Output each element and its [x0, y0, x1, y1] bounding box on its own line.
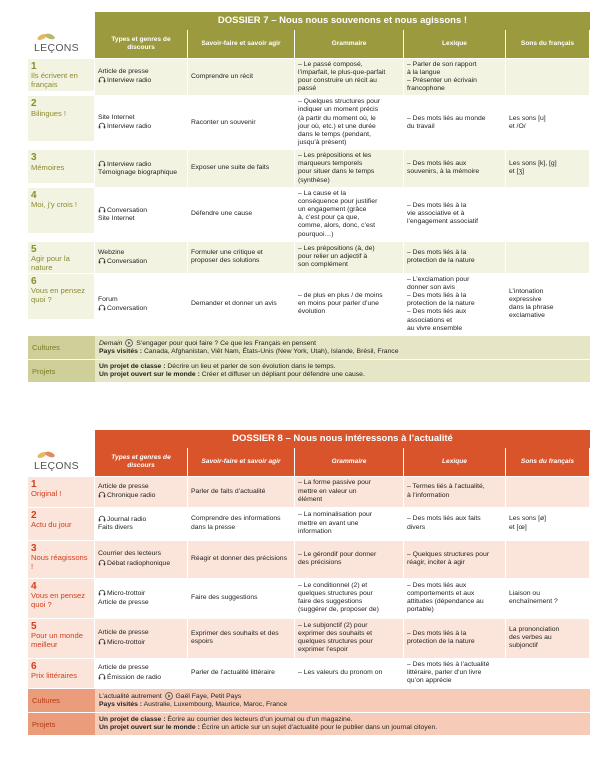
- cell-types: [95, 541, 188, 579]
- grammaire-line: – Le subjonctif (2) pour: [298, 621, 368, 629]
- cell-savoir: [188, 242, 295, 274]
- lecons-logo: [28, 30, 95, 59]
- dossier-7-cultures: [28, 336, 590, 360]
- grammaire-line: des précisions: [298, 559, 342, 567]
- grammaire-line: – Quelques structures pour: [298, 98, 380, 106]
- lesson-title: Original !: [31, 489, 62, 499]
- lexique-line: du travail: [407, 122, 435, 130]
- grammaire-line: (à partir du moment où, le: [298, 114, 376, 122]
- cell-grammaire: [295, 508, 404, 541]
- lesson-number: 4: [31, 189, 37, 201]
- lesson-title: Nous réagissons !: [31, 553, 88, 571]
- lexique-line: – L’exclamation pour: [407, 275, 470, 283]
- lexique-line: souvenirs, à la mémoire: [407, 168, 480, 176]
- lexique-line: – Des mots liés à la: [407, 629, 467, 637]
- projets-label: Projets: [28, 360, 95, 383]
- lesson-title: Vous en pensez quoi ?: [31, 591, 86, 609]
- pays-visites: Australie, Luxembourg, Maurice, Maroc, France: [143, 700, 288, 708]
- cell-lexique: [404, 579, 506, 619]
- lexique-line: protection de la nature: [407, 638, 475, 646]
- savoir-text: Parler de l’actualité littéraire: [191, 669, 275, 677]
- lexique-line: – Des mots liés à la: [407, 202, 467, 210]
- grammaire-line: à, c’est pour ça que,: [298, 214, 360, 222]
- dossier-7-title: DOSSIER 7 – Nous nous souvenons et nous agissons !: [95, 12, 590, 30]
- lesson-number: 3: [31, 152, 37, 164]
- lecons-logo: [28, 448, 95, 477]
- grammaire-line: (synthèse): [298, 176, 330, 184]
- cell-types: [95, 150, 188, 188]
- headphones-icon: [98, 639, 107, 646]
- grammaire-line: un engagement (grâce: [298, 206, 367, 214]
- lesson-title: Ils écrivent en français: [31, 71, 78, 89]
- cell-types: [95, 96, 188, 150]
- discourse-type: Forum: [98, 295, 118, 303]
- cell-sons: [506, 477, 590, 508]
- lexique-line: l’engagement associatif: [407, 218, 479, 226]
- lesson-3[interactable]: [28, 150, 95, 184]
- play-icon[interactable]: [124, 340, 134, 347]
- lesson-number: 5: [31, 243, 37, 255]
- discourse-type: Interview radio: [107, 160, 152, 168]
- col-header-lexique: Lexique: [404, 30, 506, 59]
- lesson-1[interactable]: [28, 59, 95, 92]
- col-header-grammaire: Grammaire: [295, 448, 404, 477]
- headphones-icon: [98, 207, 107, 214]
- sons-line: L’intonation: [509, 287, 544, 295]
- projet-monde-label: Un projet ouvert sur le monde :: [99, 724, 200, 732]
- cell-types: [95, 274, 188, 336]
- grammaire-line: indiquer un moment précis: [298, 106, 379, 114]
- pays-label: Pays visités :: [99, 347, 143, 355]
- lexique-line: – Des mots liés à l’actualité: [407, 660, 490, 668]
- cell-sons: [506, 242, 590, 274]
- lesson-title: Bilingues !: [31, 108, 67, 118]
- grammaire-line: exprimer des souhaits et: [298, 629, 373, 637]
- cell-grammaire: [295, 477, 404, 508]
- grammaire-line: comme, alors, donc, c’est: [298, 222, 376, 230]
- col-header-savoir: Savoir-faire et savoir agir: [188, 448, 295, 477]
- sons-line: des verbes au: [509, 634, 552, 642]
- savoir-text: Exprimer des souhaits et des espoirs: [191, 629, 279, 646]
- dossier-8-cultures: [28, 689, 590, 713]
- grammaire-line: quelques structures pour: [298, 638, 373, 646]
- cell-types: [95, 659, 188, 689]
- lesson-title: Actu du jour: [31, 520, 72, 530]
- cell-sons: [506, 659, 590, 689]
- lesson-6[interactable]: [28, 659, 95, 689]
- projet-monde: Écrire un article sur un sujet d’actualité pour le publier dans un journal citoyen.: [201, 724, 438, 732]
- col-header-types: Types et genres de discours: [95, 448, 188, 477]
- sons-line: et /O/: [509, 122, 526, 130]
- grammaire-line: – de plus en plus / de moins: [298, 292, 383, 300]
- grammaire-line: dans le temps (pendant,: [298, 130, 371, 138]
- grammaire-line: quelques structures pour: [298, 589, 373, 597]
- cell-grammaire: [295, 242, 404, 274]
- sons-line: exclamative: [509, 312, 545, 320]
- savoir-text: Faire des suggestions: [191, 594, 258, 602]
- lesson-1[interactable]: [28, 477, 95, 508]
- grammaire-line: pourquoi…): [298, 230, 334, 238]
- projet-classe: Décrire un lieu et parler de son évolution dans le temps.: [167, 363, 336, 371]
- sons-line: Liaison ou: [509, 589, 540, 597]
- grammaire-line: jusqu’à présent): [298, 139, 347, 146]
- grammaire-line: – La cause et la: [298, 189, 346, 197]
- lesson-3[interactable]: [28, 541, 95, 579]
- lexique-line: qu’on apprécie: [407, 677, 452, 685]
- lexique-line: à la langue: [407, 68, 441, 76]
- pays-label: Pays visités :: [99, 700, 143, 708]
- headphones-icon: [98, 161, 107, 168]
- cell-lexique: [404, 508, 506, 541]
- lesson-title: Pour un monde meilleur: [31, 631, 83, 649]
- dossier-8: [28, 430, 590, 736]
- headphones-icon: [98, 77, 107, 84]
- cell-lexique: [404, 659, 506, 689]
- grammaire-line: passé: [298, 85, 317, 93]
- cell-lexique: [404, 96, 506, 150]
- lesson-number: 2: [31, 509, 37, 521]
- discourse-type: Micro-trottoir: [107, 590, 146, 598]
- grammaire-line: – La nominalisation pour: [298, 511, 373, 519]
- discourse-type: Débat radiophonique: [107, 559, 171, 567]
- headphones-icon: [98, 590, 107, 597]
- headphones-icon: [98, 674, 107, 681]
- cell-lexique: [404, 242, 506, 274]
- lexique-line: divers: [407, 523, 426, 531]
- cell-types: [95, 59, 188, 97]
- cell-sons: [506, 59, 590, 97]
- cell-sons: [506, 508, 590, 541]
- discourse-type: Site Internet: [98, 114, 135, 122]
- lecons-logo-text: LEÇONS: [34, 460, 79, 472]
- cell-lexique: [404, 59, 506, 97]
- grammaire-line: pour relier un adjectif à: [298, 253, 368, 261]
- cell-types: [95, 242, 188, 274]
- dossier-7: [28, 12, 590, 383]
- cell-grammaire: [295, 659, 404, 689]
- grammaire-line: élément: [298, 495, 323, 503]
- lexique-line: – Des mots liés aux: [407, 308, 467, 316]
- lexique-line: vie associative et à: [407, 210, 465, 218]
- sons-line: Les sons [u]: [509, 114, 546, 122]
- lesson-4[interactable]: [28, 579, 95, 619]
- col-header-savoir: Savoir-faire et savoir agir: [188, 30, 295, 59]
- lexique-line: protection de la nature: [407, 257, 475, 265]
- grammaire-line: – La forme passive pour: [298, 479, 371, 487]
- projet-classe-label: Un projet de classe :: [99, 715, 166, 723]
- cell-lexique: [404, 150, 506, 188]
- headphones-icon: [98, 305, 107, 312]
- cell-savoir: [188, 188, 295, 242]
- lexique-line: – Termes liés à l’actualité,: [407, 483, 485, 491]
- savoir-text: Raconter un souvenir: [191, 118, 256, 126]
- projet-classe: Écrire au courrier des lecteurs d’un journal ou d’un magazine.: [167, 715, 353, 723]
- dossier-8-title: DOSSIER 8 – Nous nous intéressons à l’actualité: [95, 430, 590, 448]
- cell-lexique: [404, 619, 506, 659]
- pays-visites: Canada, Afghanistan, Viêt Nam, États-Unis (New York, Utah), Islande, Brésil, France: [143, 347, 399, 355]
- cell-types: [95, 477, 188, 508]
- dossier-7-table: [28, 30, 590, 336]
- discourse-type: Article de presse: [98, 664, 149, 672]
- cell-sons: [506, 96, 590, 150]
- dossier-7-banner: [28, 12, 590, 30]
- cultures-line: Gaël Faye, Petit Pays: [175, 692, 242, 700]
- cell-savoir: [188, 96, 295, 150]
- cell-grammaire: [295, 150, 404, 188]
- lexique-line: – Des mots liés à la: [407, 292, 467, 300]
- cell-sons: [506, 619, 590, 659]
- discourse-type: Article de presse: [98, 68, 149, 76]
- lesson-number: 4: [31, 580, 37, 592]
- cell-savoir: [188, 579, 295, 619]
- cell-savoir: [188, 274, 295, 336]
- discourse-type: Conversation: [107, 304, 148, 312]
- discourse-type: Conversation: [107, 206, 148, 214]
- discourse-type: Faits divers: [98, 524, 133, 532]
- lesson-number: 6: [31, 660, 37, 672]
- sons-line: La prononciation: [509, 625, 560, 633]
- col-header-sons: Sons du français: [506, 448, 590, 477]
- grammaire-line: pour situer dans le temps: [298, 168, 375, 176]
- lesson-number: 3: [31, 542, 37, 554]
- discourse-type: Webzine: [98, 248, 125, 256]
- cell-savoir: [188, 541, 295, 579]
- discourse-type: Interview radio: [107, 123, 152, 131]
- savoir-text: Exposer une suite de faits: [191, 164, 270, 172]
- cell-sons: [506, 579, 590, 619]
- discourse-type: Article de presse: [98, 482, 149, 490]
- grammaire-line: – Les prépositions (à, de): [298, 244, 375, 252]
- lexique-line: associations et: [407, 316, 452, 324]
- play-icon[interactable]: [164, 693, 174, 700]
- cell-grammaire: [295, 188, 404, 242]
- headphones-icon: [98, 492, 107, 499]
- lexique-line: – Des mots liés aux faits: [407, 515, 481, 523]
- discourse-type: Journal radio: [107, 515, 147, 523]
- savoir-text: Parler de faits d’actualité: [191, 487, 266, 495]
- discourse-type: Article de presse: [98, 629, 149, 637]
- lexique-line: comportements et aux: [407, 589, 475, 597]
- lesson-title: Vous en pensez quoi ?: [31, 286, 86, 304]
- cell-savoir: [188, 659, 295, 689]
- grammaire-line: – Le gérondif pour donner: [298, 550, 377, 558]
- grammaire-line: jour où, etc.) et une durée: [298, 122, 376, 130]
- cell-savoir: [188, 477, 295, 508]
- cell-grammaire: [295, 619, 404, 659]
- cell-savoir: [188, 508, 295, 541]
- discourse-type: Micro-trottoir: [107, 638, 146, 646]
- projet-classe-label: Un projet de classe :: [99, 363, 166, 371]
- leaves-icon: [36, 32, 58, 42]
- cell-types: [95, 579, 188, 619]
- savoir-text: Défendre une cause: [191, 210, 253, 218]
- sons-line: et [œ]: [509, 523, 527, 531]
- headphones-icon: [98, 516, 107, 523]
- cell-savoir: [188, 59, 295, 97]
- projet-monde-label: Un projet ouvert sur le monde :: [99, 371, 200, 379]
- grammaire-line: pour construire un récit au: [298, 76, 377, 84]
- headphones-icon: [98, 258, 107, 265]
- cell-sons: [506, 188, 590, 242]
- lexique-line: – Des mots liés à la: [407, 249, 467, 257]
- grammaire-line: (suggérer de, proposer de): [298, 606, 379, 614]
- lexique-line: – Des mots liés aux: [407, 160, 467, 168]
- cell-lexique: [404, 188, 506, 242]
- sons-line: dans la phrase: [509, 304, 554, 312]
- lesson-title: Mémoires: [31, 162, 65, 172]
- projet-monde: Créer et diffuser un dépliant pour défendre une cause.: [201, 371, 365, 379]
- cell-lexique: [404, 541, 506, 579]
- cell-grammaire: [295, 59, 404, 97]
- lexique-line: – Des mots liés aux: [407, 581, 467, 589]
- grammaire-line: en moins pour parler d’une: [298, 300, 379, 308]
- lexique-line: littéraire, parler d’un livre: [407, 669, 482, 677]
- cell-sons: [506, 274, 590, 336]
- grammaire-line: information: [298, 527, 332, 535]
- cell-grammaire: [295, 541, 404, 579]
- discourse-type: Courrier des lecteurs: [98, 550, 162, 558]
- discourse-type: Témoignage biographique: [98, 168, 177, 176]
- lexique-line: – Des mots liés au monde: [407, 114, 486, 122]
- sons-line: expressive: [509, 296, 542, 304]
- cell-types: [95, 619, 188, 659]
- grammaire-line: – Le passé composé,: [298, 60, 363, 68]
- grammaire-line: marqueurs temporels: [298, 160, 363, 168]
- leaves-icon: [36, 450, 58, 460]
- cell-grammaire: [295, 96, 404, 150]
- cell-lexique: [404, 477, 506, 508]
- lexique-line: – Présenter un écrivain: [407, 76, 477, 84]
- projets-label: Projets: [28, 713, 95, 736]
- discourse-type: Article de presse: [98, 598, 149, 606]
- lexique-line: francophone: [407, 85, 445, 93]
- discourse-type: Interview radio: [107, 77, 152, 85]
- grammaire-line: l’imparfait, le plus-que-parfait: [298, 68, 386, 76]
- grammaire-line: mettre en valeur un: [298, 487, 357, 495]
- col-header-lexique: Lexique: [404, 448, 506, 477]
- lexique-line: à l’information: [407, 491, 450, 499]
- savoir-text: Demander et donner un avis: [191, 300, 277, 308]
- lesson-title: Agir pour la nature: [31, 254, 70, 272]
- lesson-6[interactable]: [28, 274, 95, 320]
- lesson-2[interactable]: [28, 96, 95, 142]
- lesson-4[interactable]: [28, 188, 95, 234]
- lexique-line: – Parler de son rapport: [407, 60, 477, 68]
- lesson-number: 6: [31, 275, 37, 287]
- cultures-label: Cultures: [28, 336, 95, 360]
- grammaire-line: – Les prépositions et les: [298, 152, 372, 160]
- lesson-2[interactable]: [28, 508, 95, 541]
- lesson-title: Prix littéraires: [31, 671, 77, 681]
- lexique-line: protection de la nature: [407, 300, 475, 308]
- lexique-line: – Quelques structures pour: [407, 550, 489, 558]
- sons-line: enchaînement ?: [509, 598, 558, 606]
- cell-sons: [506, 541, 590, 579]
- grammaire-line: son complément: [298, 261, 348, 269]
- grammaire-line: – Le conditionnel (2) et: [298, 581, 368, 589]
- grammaire-line: conséquence pour justifier: [298, 197, 378, 205]
- lesson-number: 5: [31, 620, 37, 632]
- headphones-icon: [98, 123, 107, 130]
- cultures-demain: Demain: [99, 339, 123, 347]
- grammaire-line: faire des suggestions: [298, 598, 363, 606]
- discourse-type: Émission de radio: [107, 673, 162, 681]
- dossier-8-banner: [28, 430, 590, 448]
- lexique-line: au vivre ensemble: [407, 324, 463, 332]
- grammaire-line: – Les valeurs du pronom on: [298, 669, 383, 677]
- discourse-type: Site Internet: [98, 214, 135, 222]
- lesson-number: 1: [31, 60, 37, 72]
- cell-grammaire: [295, 274, 404, 336]
- lecons-logo-text: LEÇONS: [34, 42, 79, 54]
- cell-savoir: [188, 150, 295, 188]
- col-header-sons: Sons du français: [506, 30, 590, 59]
- lesson-5[interactable]: [28, 619, 95, 659]
- col-header-grammaire: Grammaire: [295, 30, 404, 59]
- cell-types: [95, 188, 188, 242]
- lesson-number: 2: [31, 98, 37, 110]
- lexique-line: attitudes (dépendance au: [407, 598, 484, 606]
- sons-line: Les sons [k], [g]: [509, 160, 557, 168]
- discourse-type: Chronique radio: [107, 492, 156, 500]
- discourse-type: Conversation: [107, 257, 148, 265]
- savoir-text: Formuler une critique et proposer des solutions: [191, 249, 263, 265]
- dossier-7-projets: [28, 360, 590, 383]
- cultures-label: Cultures: [28, 689, 95, 713]
- cell-sons: [506, 150, 590, 188]
- lesson-5[interactable]: [28, 242, 95, 274]
- cell-savoir: [188, 619, 295, 659]
- grammaire-line: exprimer l’espoir: [298, 646, 348, 654]
- savoir-text: Comprendre un récit: [191, 72, 253, 80]
- dossier-8-projets: [28, 713, 590, 736]
- col-header-types: Types et genres de discours: [95, 30, 188, 59]
- savoir-text: Réagir et donner des précisions: [191, 555, 287, 563]
- cell-types: [95, 508, 188, 541]
- lesson-title: Moi, j’y crois !: [31, 200, 77, 210]
- cultures-line: S’engager pour quoi faire ? Ce que les Français en pensent: [136, 339, 317, 347]
- headphones-icon: [98, 560, 107, 567]
- lexique-line: portable): [407, 606, 434, 614]
- lexique-line: donner son avis: [407, 283, 455, 291]
- sons-line: et [ʒ]: [509, 168, 525, 176]
- grammaire-line: mettre en avant une: [298, 519, 359, 527]
- lexique-line: réagir, inciter à agir: [407, 559, 465, 567]
- cultures-actualite: L’actualité autrement: [99, 692, 162, 700]
- sons-line: subjonctif: [509, 642, 538, 650]
- cell-lexique: [404, 274, 506, 336]
- savoir-text: Comprendre des informations dans la presse: [191, 515, 281, 531]
- sons-line: Les sons [ø]: [509, 515, 547, 523]
- grammaire-line: évolution: [298, 308, 326, 316]
- cell-grammaire: [295, 579, 404, 619]
- lesson-number: 1: [31, 478, 37, 490]
- dossier-8-table: [28, 448, 590, 689]
